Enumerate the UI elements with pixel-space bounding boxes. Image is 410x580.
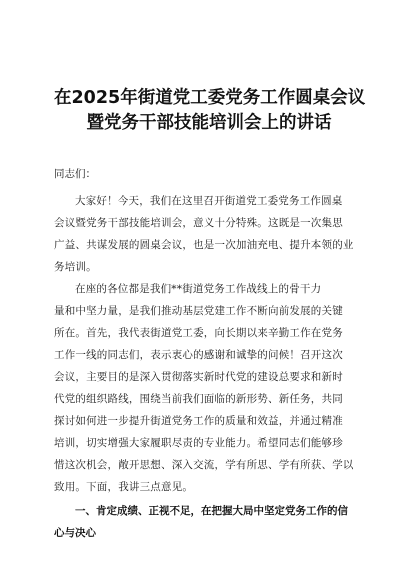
paragraph-line: 所在。首先，我代表街道党工委，向长期以来辛勤工作在党务 [54, 327, 343, 339]
title-line-2: 暨党务干部技能培训会上的讲话 [86, 113, 332, 133]
paragraph-intro [54, 190, 364, 278]
paragraph-line: 工作一线的同志们，表示衷心的感谢和诚挚的问候！召开这次 [54, 349, 343, 361]
paragraph-line: 量和中坚力量，是我们推动基层党建工作不断向前发展的关键 [54, 305, 343, 317]
heading-line: 心与决心 [54, 527, 96, 539]
paragraph-line: 广益、共谋发展的圆桌会议，也是一次加油充电、提升本领的业 [54, 239, 354, 251]
heading-line: 一、肯定成绩、正视不足，在把握大局中坚定党务工作的信 [75, 505, 348, 517]
paragraph-line: 探讨如何进一步提升街道党务工作的质量和效益，并通过精准 [54, 415, 343, 427]
document-title [54, 0, 364, 136]
section-heading-1 [54, 500, 364, 544]
paragraph-line: 大家好！今天，我们在这里召开街道党工委党务工作圆桌 [75, 195, 343, 207]
paragraph-line: 代党的组织路线，围绕当前我们面临的新形势、新任务，共同 [54, 393, 343, 405]
paragraph-line: 会议，主要目的是深入贯彻落实新时代党的建设总要求和新时 [54, 371, 343, 383]
title-line-1: 在2025年街道党工委党务工作圆桌会议 [54, 88, 366, 108]
paragraph-purpose [54, 278, 364, 498]
paragraph-line: 惜这次机会，敞开思想、深入交流，学有所思、学有所获、学以 [54, 459, 354, 471]
paragraph-line: 致用。下面，我讲三点意见。 [54, 481, 194, 493]
paragraph-line: 在座的各位都是我们**街道党务工作战线上的骨干力 [75, 283, 322, 295]
salutation: 同志们： [54, 168, 96, 180]
paragraph-line: 务培训。 [54, 261, 97, 273]
paragraph-line: 培训，切实增强大家履职尽责的专业能力。希望同志们能够珍 [54, 437, 343, 449]
paragraph-line: 会议暨党务干部技能培训会，意义十分特殊。这既是一次集思 [54, 217, 343, 229]
